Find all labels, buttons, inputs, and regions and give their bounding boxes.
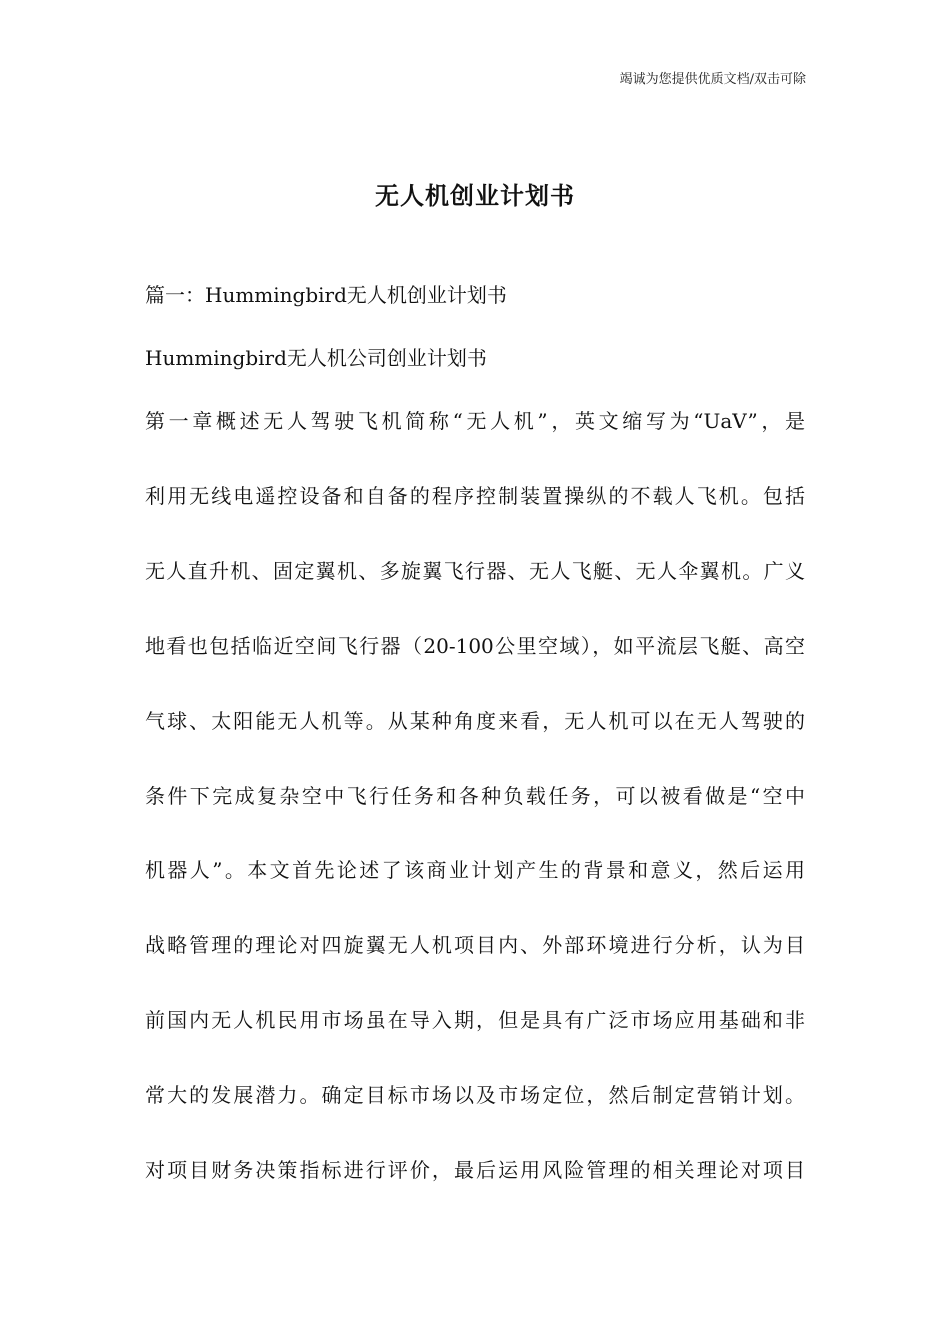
body-line: 第一章概述无人驾驶飞机简称“无人机”，英文缩写为“UaV”，是 bbox=[145, 409, 805, 433]
document-title: 无人机创业计划书 bbox=[375, 181, 575, 210]
body-line: 战略管理的理论对四旋翼无人机项目内、外部环境进行分析，认为目 bbox=[145, 933, 805, 957]
body-line: 气球、太阳能无人机等。从某种角度来看，无人机可以在无人驾驶的 bbox=[145, 709, 805, 733]
body-line: 对项目财务决策指标进行评价，最后运用风险管理的相关理论对项目 bbox=[145, 1158, 805, 1182]
body-line: 条件下完成复杂空中飞行任务和各种负载任务，可以被看做是“空中 bbox=[145, 784, 805, 808]
header-note: 竭诚为您提供优质文档/双击可除 bbox=[619, 72, 806, 87]
body-line: 地看也包括临近空间飞行器（20-100公里空域），如平流层飞艇、高空 bbox=[145, 634, 805, 658]
document-subtitle: Hummingbird无人机公司创业计划书 bbox=[145, 346, 487, 370]
body-line: 无人直升机、固定翼机、多旋翼飞行器、无人飞艇、无人伞翼机。广义 bbox=[145, 559, 805, 583]
body-line: 机器人”。本文首先论述了该商业计划产生的背景和意义，然后运用 bbox=[145, 858, 805, 882]
body-line: 前国内无人机民用市场虽在导入期，但是具有广泛市场应用基础和非 bbox=[145, 1008, 805, 1032]
section-heading: 篇一：Hummingbird无人机创业计划书 bbox=[145, 283, 507, 307]
body-line: 常大的发展潜力。确定目标市场以及市场定位，然后制定营销计划。 bbox=[145, 1083, 805, 1107]
body-line: 利用无线电遥控设备和自备的程序控制装置操纵的不载人飞机。包括 bbox=[145, 484, 805, 508]
